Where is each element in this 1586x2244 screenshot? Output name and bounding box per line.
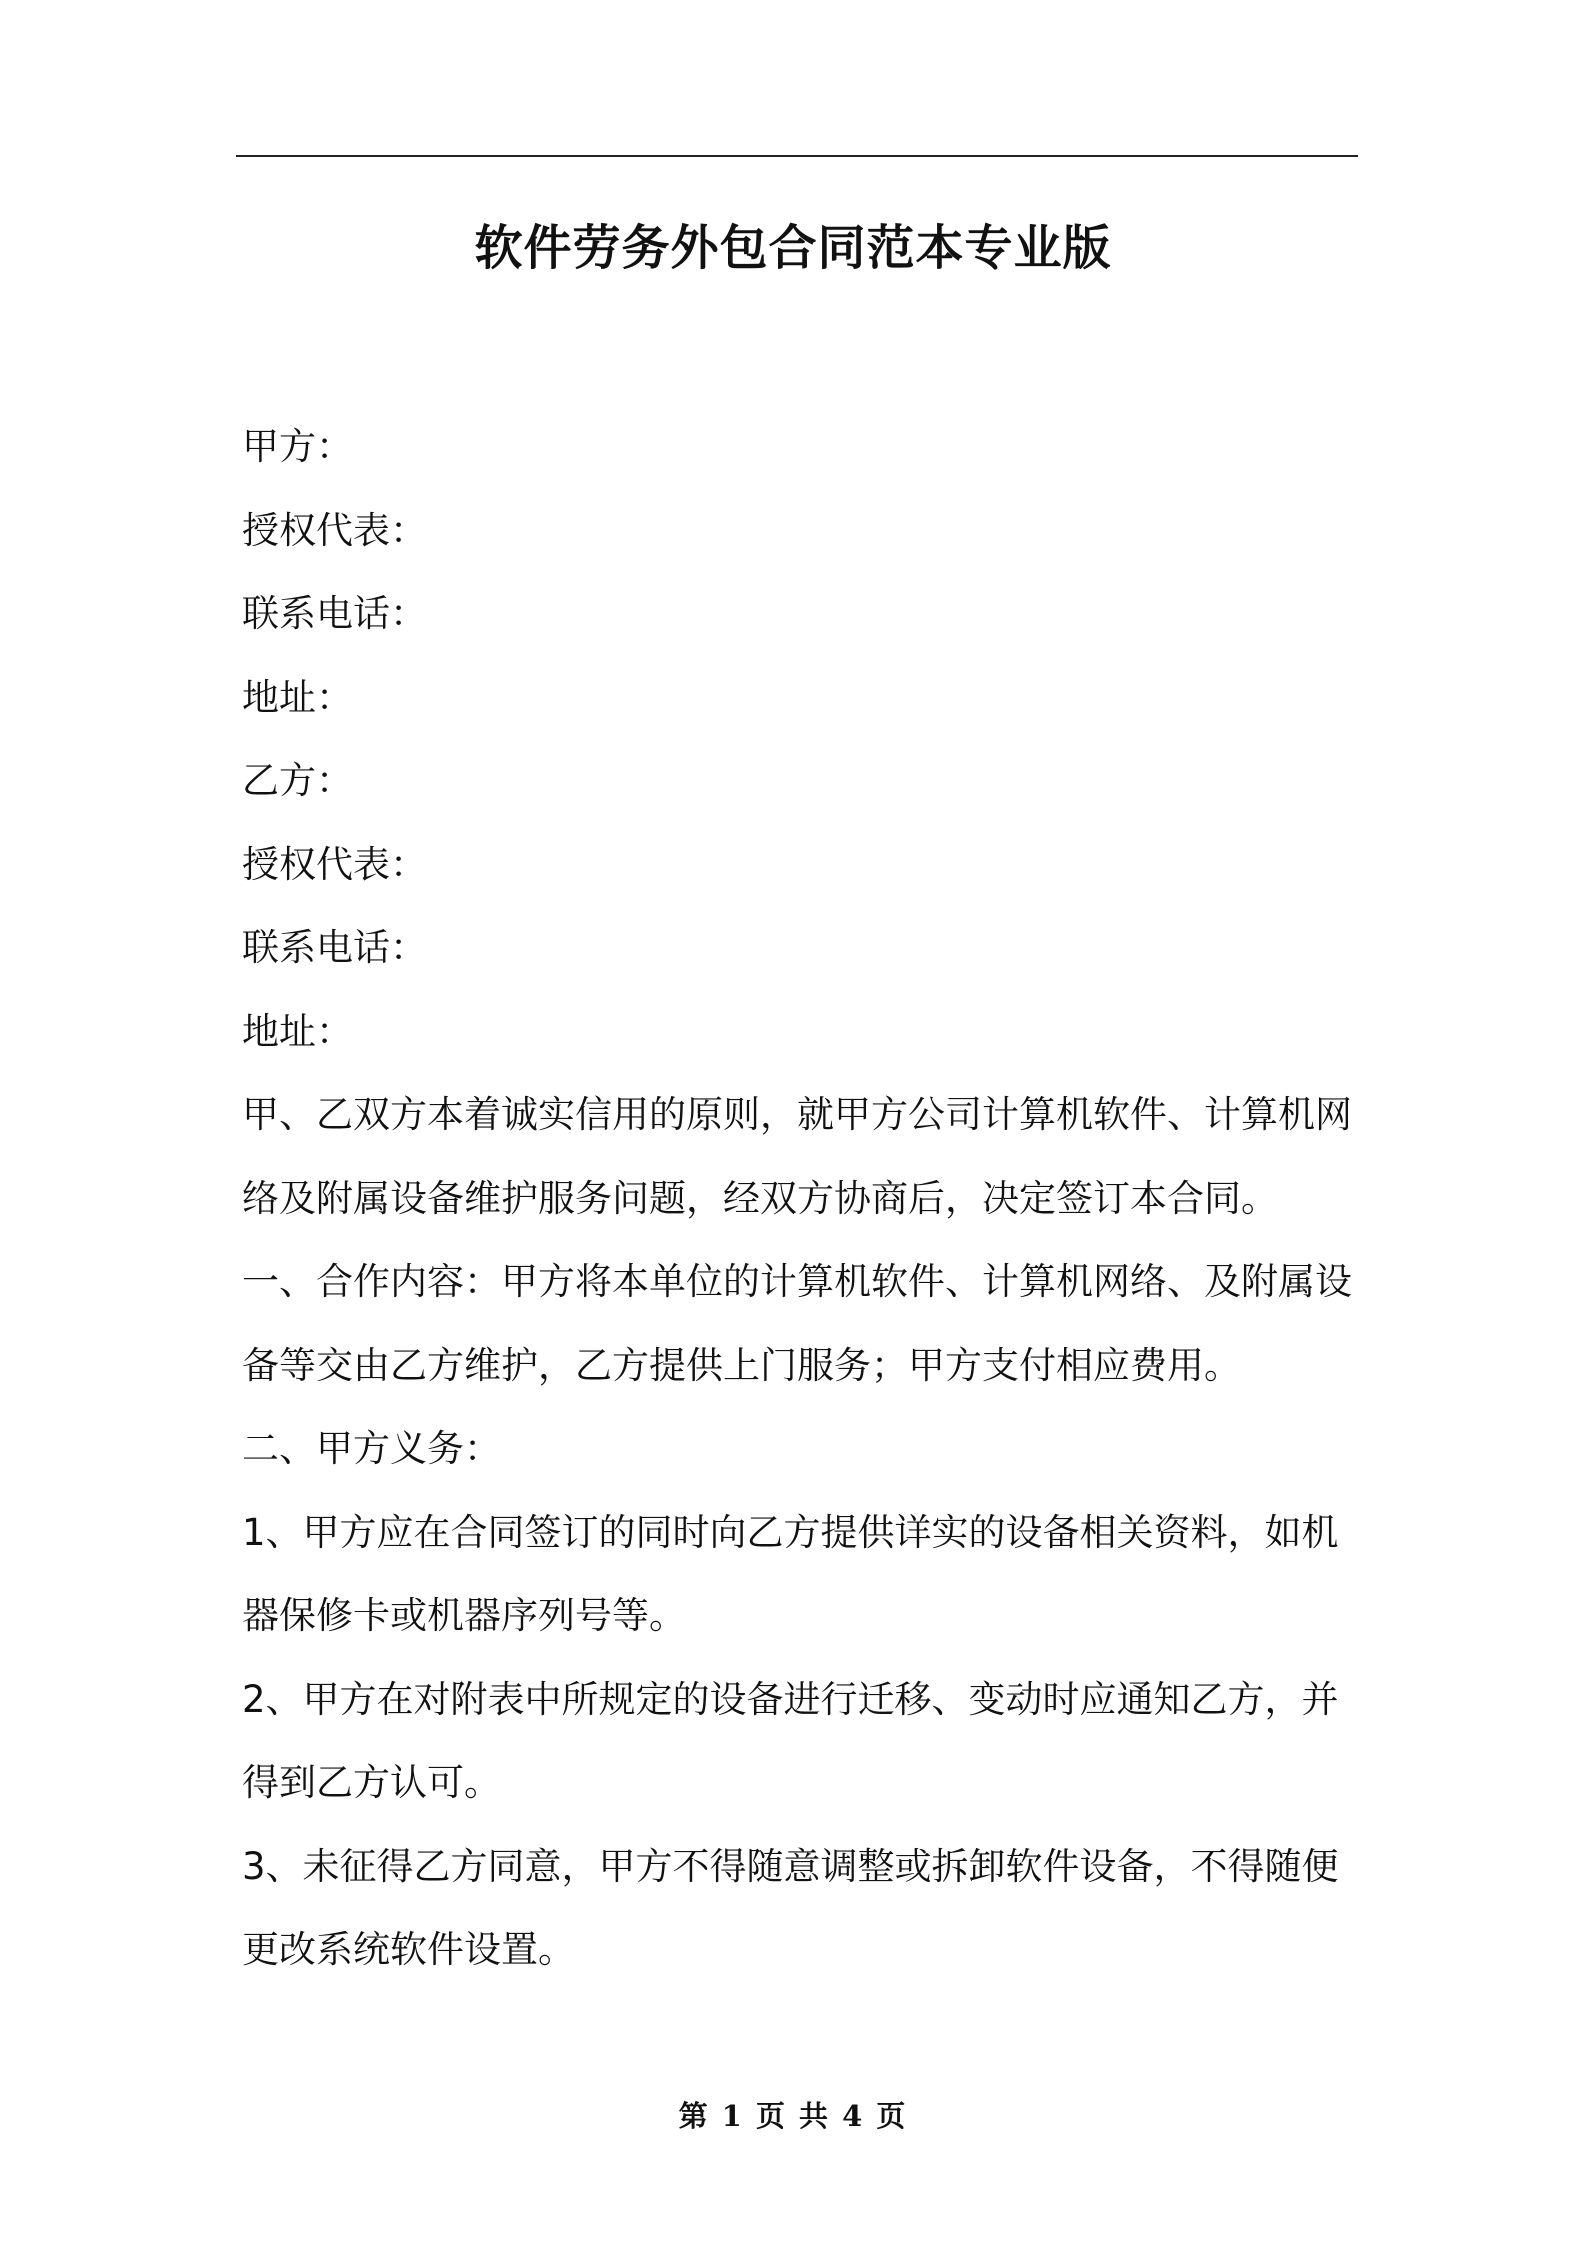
party-a-representative-label: 授权代表： bbox=[242, 508, 427, 552]
party-b-representative-label: 授权代表： bbox=[242, 842, 427, 886]
header-rule bbox=[236, 155, 1358, 157]
paragraph-line: 更改系统软件设置。 bbox=[242, 1928, 575, 1971]
paragraph-line: 络及附属设备维护服务问题，经双方协商后，决定签订本合同。 bbox=[242, 1176, 1278, 1220]
party-b-label: 乙方： bbox=[242, 759, 353, 802]
party-a-address-label: 地址： bbox=[242, 675, 353, 719]
page-footer: 第 1 页 共 4 页 bbox=[678, 2099, 908, 2133]
document-title: 软件劳务外包合同范本专业版 bbox=[474, 220, 1112, 276]
section-heading: 二、甲方义务： bbox=[242, 1427, 501, 1470]
paragraph-line: 器保修卡或机器序列号等。 bbox=[242, 1594, 686, 1637]
party-b-phone-label: 联系电话： bbox=[242, 926, 427, 969]
paragraph-line: 2、甲方在对附表中所规定的设备进行迁移、变动时应通知乙方，并 bbox=[242, 1677, 1339, 1721]
paragraph-line: 1、甲方应在合同签订的同时向乙方提供详实的设备相关资料，如机 bbox=[242, 1510, 1339, 1554]
paragraph-line: 3、未征得乙方同意，甲方不得随意调整或拆卸软件设备，不得随便 bbox=[242, 1844, 1339, 1888]
paragraph-line: 甲、乙双方本着诚实信用的原则，就甲方公司计算机软件、计算机网 bbox=[242, 1093, 1352, 1136]
paragraph-line: 一、合作内容：甲方将本单位的计算机软件、计算机网络、及附属设 bbox=[242, 1260, 1352, 1303]
paragraph-line: 得到乙方认可。 bbox=[242, 1761, 501, 1804]
paragraph-line: 备等交由乙方维护，乙方提供上门服务；甲方支付相应费用。 bbox=[242, 1343, 1241, 1387]
party-a-label: 甲方： bbox=[242, 425, 353, 468]
party-b-address-label: 地址： bbox=[242, 1009, 353, 1053]
document-body bbox=[242, 405, 1358, 1992]
party-a-phone-label: 联系电话： bbox=[242, 592, 427, 635]
